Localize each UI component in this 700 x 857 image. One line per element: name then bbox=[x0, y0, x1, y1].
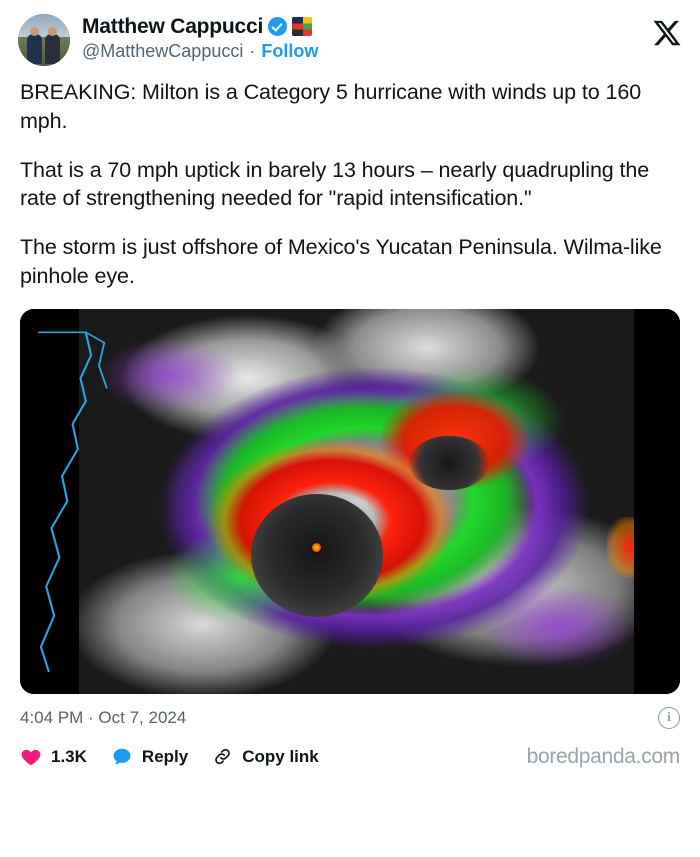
link-icon bbox=[212, 746, 233, 767]
coastline-overlay-icon bbox=[33, 324, 112, 678]
copy-link-label: Copy link bbox=[242, 746, 319, 766]
tweet-paragraph-1: BREAKING: Milton is a Category 5 hurricane with winds up to 160 mph. bbox=[20, 80, 642, 133]
tweet-body bbox=[0, 66, 700, 291]
tweet-meta-row bbox=[0, 694, 700, 729]
avatar-sky bbox=[18, 14, 70, 38]
tweet-paragraph-2: That is a 70 mph uptick in barely 13 hours – nearly quadrupling the rate of strengthening needed for "rapid intensification." bbox=[20, 157, 650, 211]
author-display-name[interactable]: Matthew Cappucci bbox=[82, 15, 264, 38]
copy-link-button[interactable] bbox=[212, 746, 319, 767]
author-handle[interactable]: @MatthewCappucci bbox=[82, 41, 244, 62]
author-name-row bbox=[82, 15, 642, 38]
author-info bbox=[82, 14, 642, 62]
tweet-actions bbox=[0, 729, 700, 769]
avatar-head-right bbox=[48, 27, 57, 36]
avatar-person-right bbox=[45, 34, 60, 64]
author-handle-row bbox=[82, 41, 642, 62]
separator-dot: · bbox=[249, 41, 256, 62]
reply-button[interactable] bbox=[111, 746, 188, 768]
satellite-imagery bbox=[20, 309, 680, 694]
tweet-paragraph-3: The storm is just offshore of Mexico's Yucatan Peninsula. Wilma-like pinhole eye. bbox=[20, 235, 662, 288]
info-circle-icon[interactable]: i bbox=[658, 707, 680, 729]
like-button[interactable] bbox=[20, 746, 87, 768]
satellite-image-hurricane-milton[interactable] bbox=[20, 309, 680, 694]
follow-button[interactable]: Follow bbox=[261, 41, 319, 62]
heart-icon bbox=[20, 746, 42, 768]
like-count: 1.3K bbox=[51, 746, 87, 766]
tweet-timestamp: 4:04 PM · Oct 7, 2024 bbox=[20, 707, 187, 727]
avatar[interactable] bbox=[18, 14, 70, 66]
tweet-header bbox=[0, 0, 700, 66]
avatar-person-left bbox=[27, 34, 42, 64]
watermark: boredpanda.com bbox=[526, 744, 680, 768]
flag-emoji-icon bbox=[292, 17, 312, 36]
speech-bubble-icon bbox=[111, 746, 133, 768]
avatar-head-left bbox=[30, 27, 39, 36]
x-logo-icon[interactable] bbox=[652, 14, 682, 48]
verified-badge-icon bbox=[268, 17, 287, 36]
avatar-ground bbox=[18, 37, 70, 66]
right-letterbox bbox=[634, 309, 680, 694]
secondary-dark-blob bbox=[409, 436, 488, 490]
reply-label: Reply bbox=[141, 746, 189, 766]
hurricane-eye bbox=[251, 494, 383, 617]
